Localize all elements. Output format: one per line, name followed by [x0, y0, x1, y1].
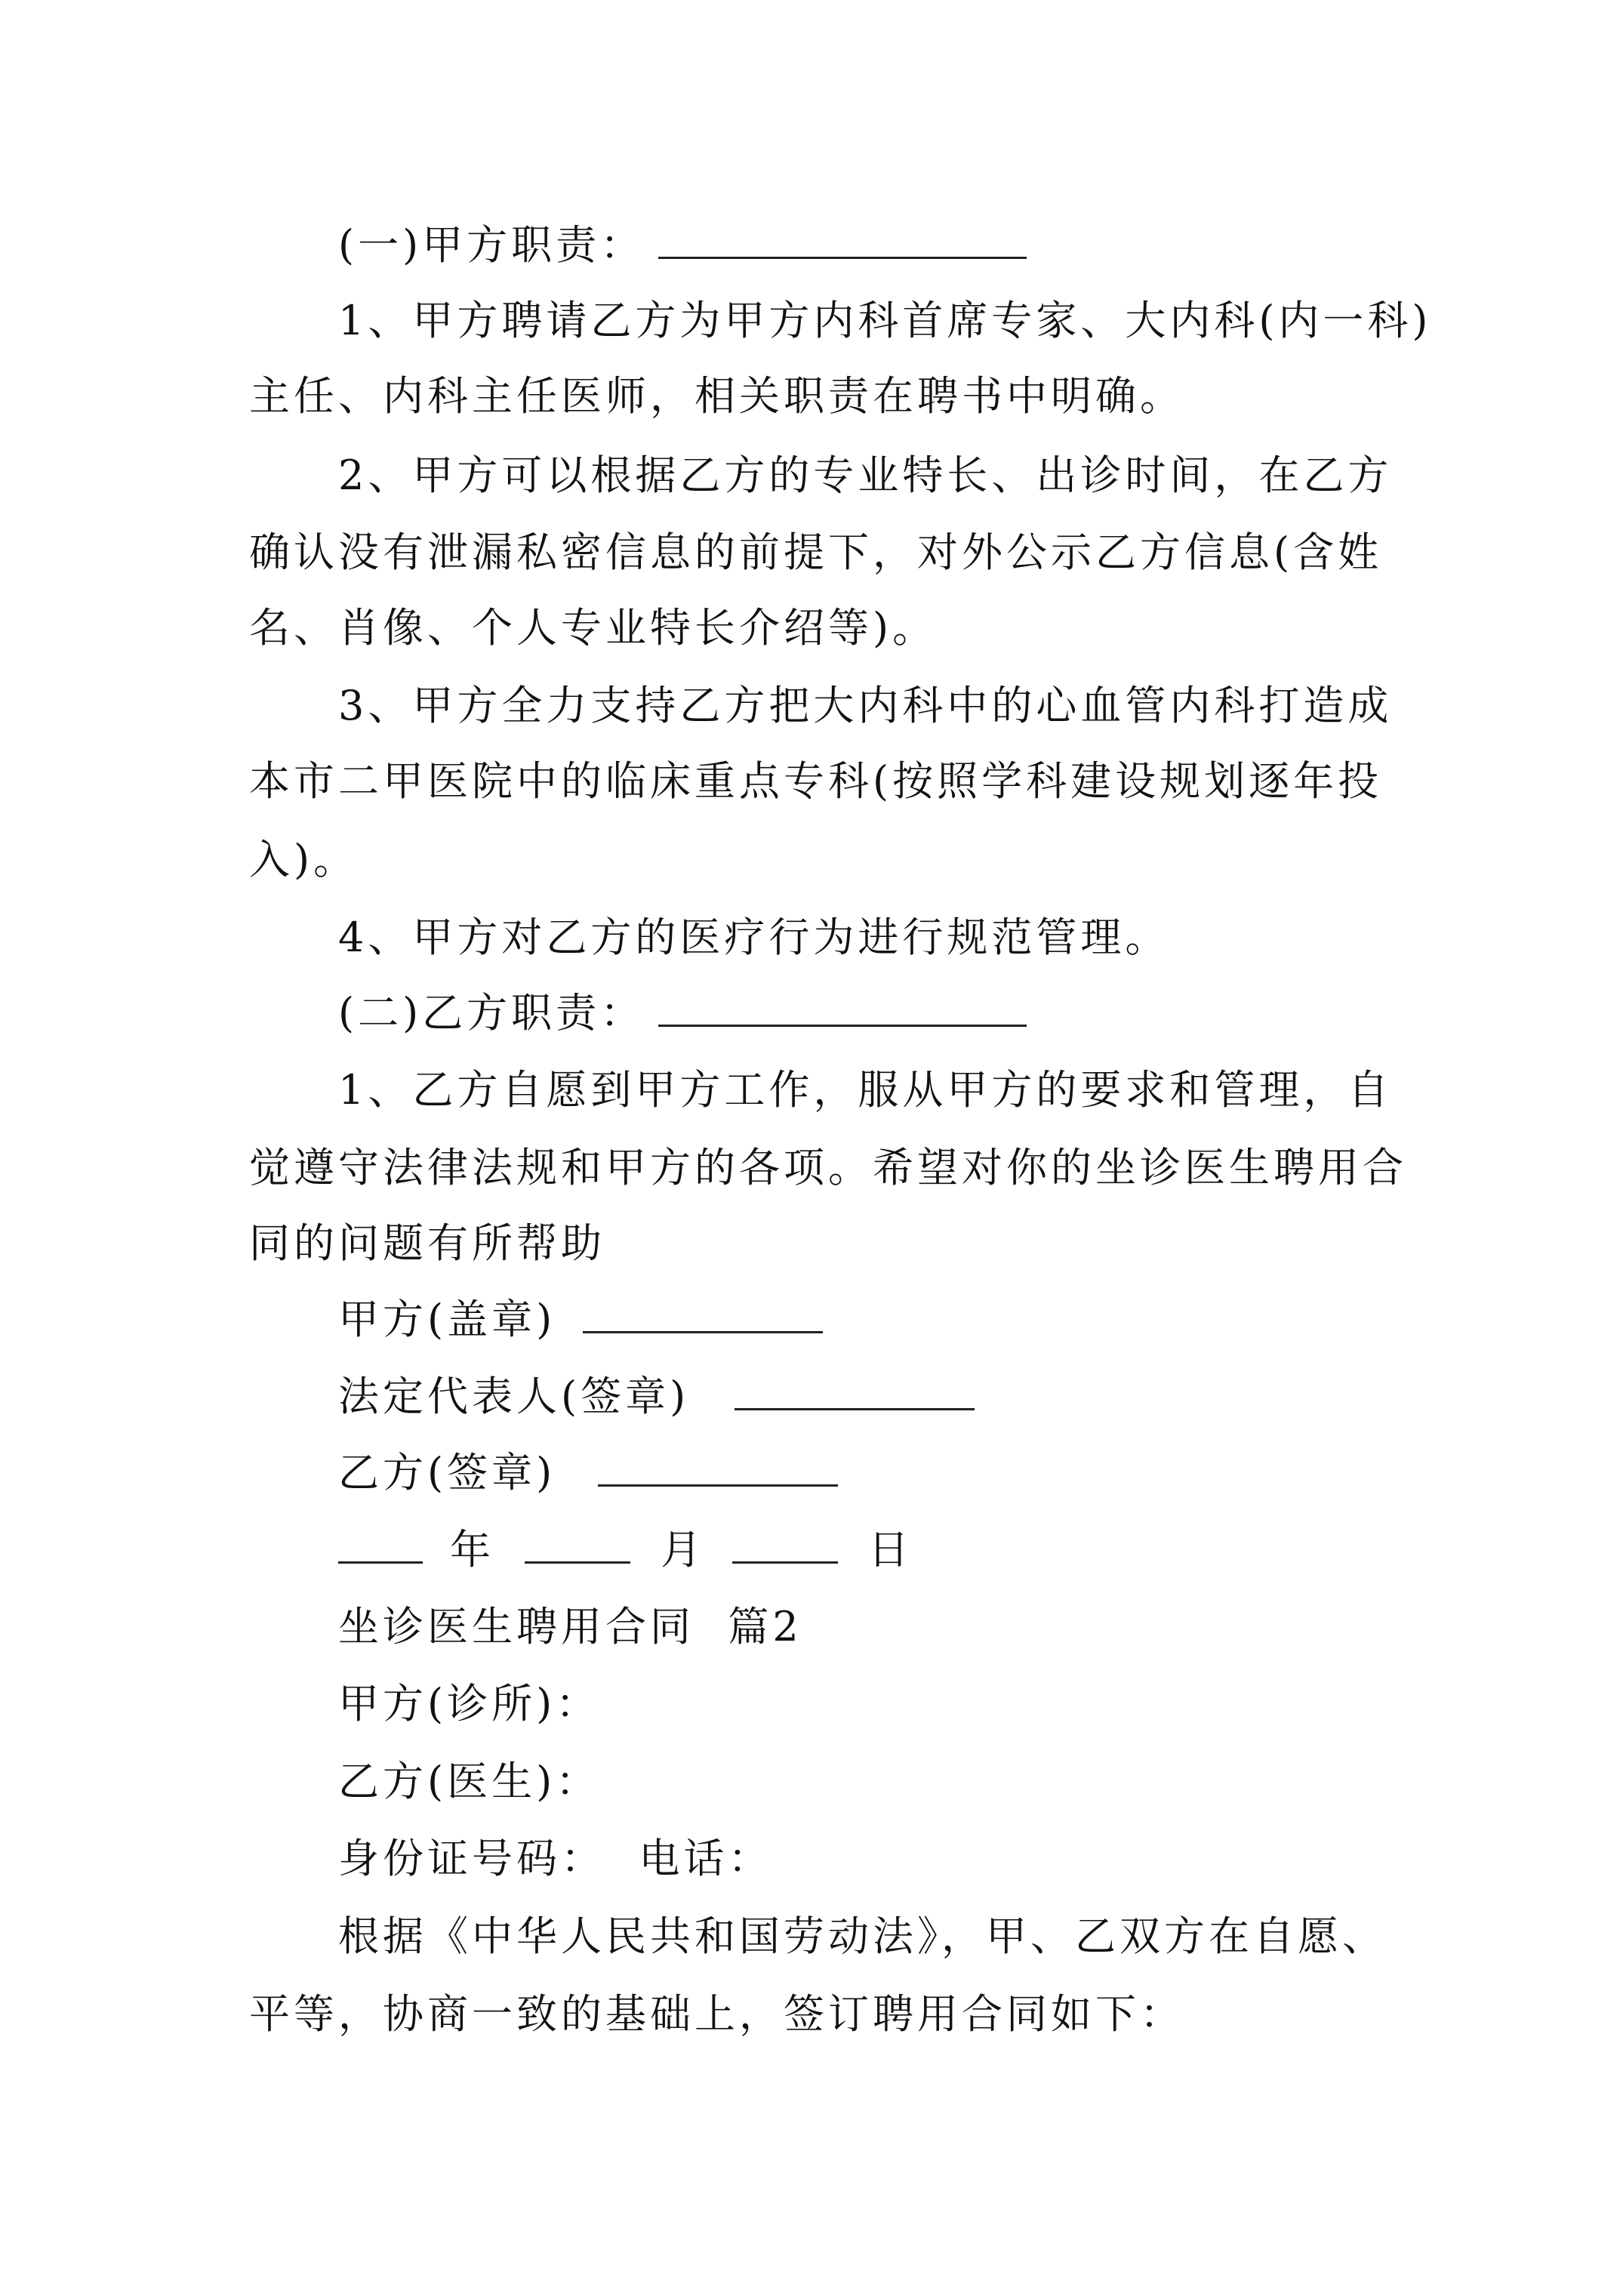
party-a-duties-blank: [658, 219, 1027, 259]
sign-party-a-line: [338, 1293, 1471, 1346]
party-b-item1-line1: 1、乙方自愿到甲方工作，服从甲方的要求和管理，自: [338, 1066, 1393, 1114]
party-a-item2-line1: 2、甲方可以根据乙方的专业特长、出诊时间，在乙方: [338, 451, 1393, 499]
sign-party-a-blank: [583, 1293, 823, 1333]
party-a-duties-heading: (一)甲方职责：: [338, 221, 645, 269]
date-year-label: 年: [450, 1526, 494, 1573]
date-line: [338, 1524, 1471, 1576]
party-b-item1-line3: 同的问题有所帮助: [249, 1219, 605, 1267]
contract2-id-phone: 身份证号码： 电话：: [338, 1835, 773, 1882]
party-a-item2-line3: 名、肖像、个人专业特长介绍等)。: [249, 604, 938, 652]
party-a-duties-heading-line: [338, 219, 1471, 272]
party-a-item1-line2: 主任、内科主任医师，相关职责在聘书中明确。: [249, 372, 1184, 420]
sign-legal-rep-line: [338, 1370, 1471, 1423]
sign-legal-rep-blank: [735, 1370, 975, 1410]
party-b-duties-blank: [658, 987, 1027, 1027]
party-b-duties-heading-line: [338, 987, 1471, 1040]
date-month-blank: [525, 1524, 630, 1564]
sign-party-b-label: 乙方(签章): [338, 1449, 556, 1496]
date-day-label: 日: [868, 1526, 913, 1573]
contract2-party-b: 乙方(医生)：: [338, 1758, 601, 1805]
date-day-blank: [732, 1524, 838, 1564]
party-a-item1-line1: 1、甲方聘请乙方为甲方内科首席专家、大内科(内一科): [338, 297, 1432, 344]
contract2-intro-line2: 平等，协商一致的基础上，签订聘用合同如下：: [249, 1990, 1184, 2038]
party-a-item3-line2: 本市二甲医院中的临床重点专科(按照学科建设规划逐年投: [249, 757, 1383, 805]
date-year-blank: [338, 1524, 423, 1564]
contract2-intro-line1: 根据《中华人民共和国劳动法》，甲、乙双方在自愿、: [338, 1912, 1387, 1960]
party-a-item3-line3: 入)。: [249, 836, 359, 883]
party-a-item3-line1: 3、甲方全力支持乙方把大内科中的心血管内科打造成: [338, 682, 1393, 729]
contract2-title: 坐诊医生聘用合同 篇2: [338, 1603, 802, 1650]
party-b-item1-line2: 觉遵守法律法规和甲方的各项。希望对你的坐诊医生聘用合: [249, 1144, 1407, 1191]
sign-legal-rep-label: 法定代表人(签章): [338, 1373, 690, 1420]
sign-party-b-blank: [598, 1447, 838, 1487]
party-b-duties-heading: (二)乙方职责：: [338, 989, 645, 1037]
contract2-party-a: 甲方(诊所)：: [338, 1680, 601, 1727]
party-a-item2-line2: 确认没有泄漏私密信息的前提下，对外公示乙方信息(含姓: [249, 529, 1383, 576]
date-month-label: 月: [661, 1526, 705, 1573]
sign-party-b-line: [338, 1447, 1471, 1499]
sign-party-a-label: 甲方(盖章): [338, 1296, 556, 1343]
party-a-item4: 4、甲方对乙方的医疗行为进行规范管理。: [338, 914, 1170, 961]
